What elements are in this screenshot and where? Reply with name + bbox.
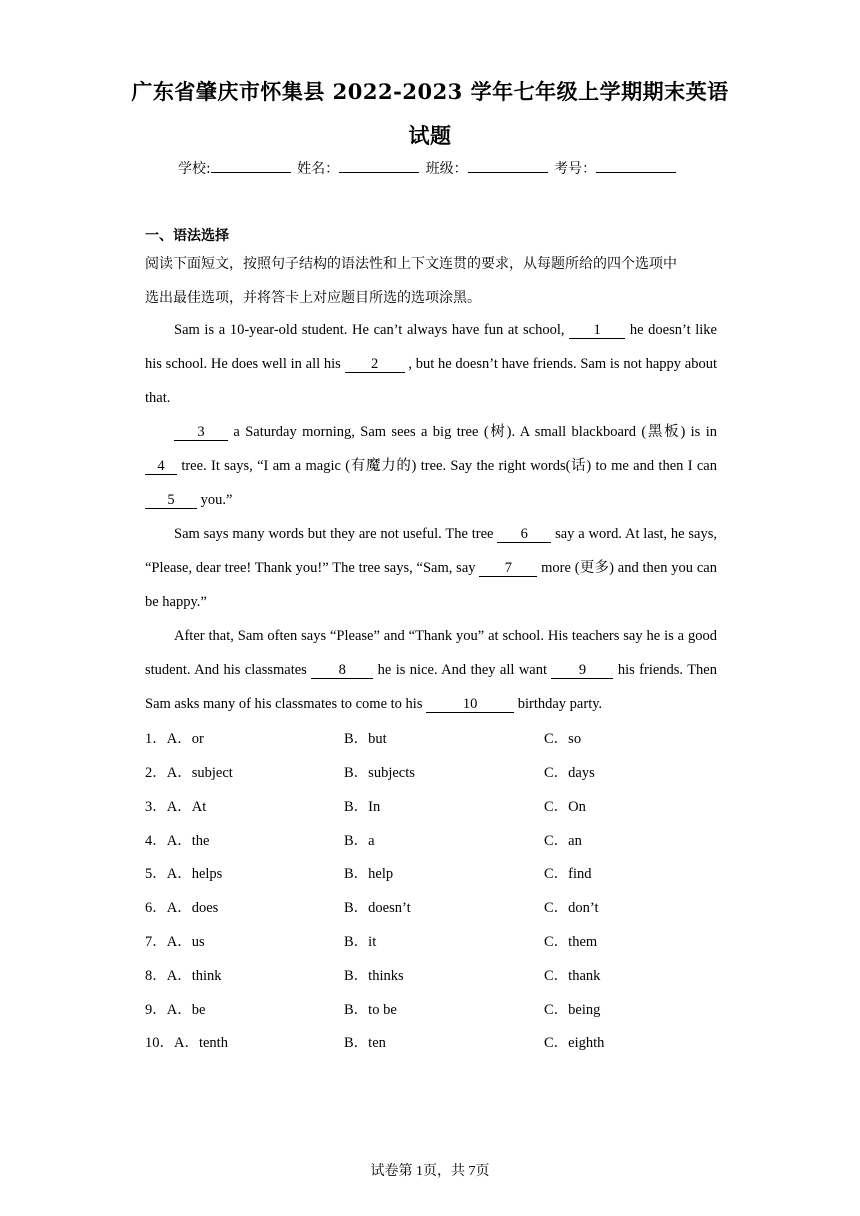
option-b[interactable]: B．but [344,731,387,747]
question-8-options [145,964,745,988]
option-a[interactable]: 8．A．think [145,968,222,984]
passage-text: he doesn’t like his school. He does well in all his [145,322,717,372]
option-b[interactable]: B．to be [344,1002,397,1018]
option-b[interactable]: B．help [344,866,394,882]
option-a[interactable]: 6．A．does [145,900,219,916]
option-c[interactable]: C．eighth [544,1035,605,1051]
option-c[interactable]: C．being [544,1002,601,1018]
class-label: 班级： [425,161,468,177]
blank-5: 5 [145,492,197,509]
passage-text: say a word. At last, he says, “Please, dear tree! Thank you!” The tree says, “Sam, say [145,526,717,576]
passage-text: birthday party. [514,696,603,712]
passage-text: After that, Sam often says “Please” and “Thank you” at school. His teachers say he is a good student. And his classmates [145,628,717,678]
question-1-options [145,727,745,751]
option-c[interactable]: C．don’t [544,900,599,916]
passage-text: Sam is a 10-year-old student. He can’t always have fun at school, [174,322,570,338]
question-9-options [145,998,745,1022]
question-2-options [145,761,745,785]
option-b[interactable]: B．doesn’t [344,900,411,916]
exam-number-blank[interactable] [596,158,676,173]
option-a[interactable]: 10．A．tenth [145,1035,228,1051]
option-a[interactable]: 2．A．subject [145,765,233,781]
passage-text: tree. It says, “I am a magic (有魔力的) tree. Say the right words(话) to me and then I can [177,458,717,474]
name-blank[interactable] [339,158,419,173]
option-a[interactable]: 4．A．the [145,833,210,849]
passage-text: , but he doesn’t have friends. Sam is not happy about that. [145,356,718,406]
question-6-options [145,896,745,920]
option-a[interactable]: 7．A．us [145,934,205,950]
blank-6: 6 [497,526,551,543]
blank-2: 2 [345,356,405,373]
exam-number-label: 考号： [554,161,597,177]
passage-paragraph-1 [145,313,717,415]
passage-text: Sam says many words but they are not useful. The tree [174,526,498,542]
blank-4: 4 [145,458,177,475]
passage-paragraph-2 [145,415,717,517]
option-c[interactable]: C．an [544,833,582,849]
option-c[interactable]: C．thank [544,968,601,984]
blank-9: 9 [551,662,613,679]
option-a[interactable]: 3．A．At [145,799,207,815]
section-instruction [145,247,717,315]
option-b[interactable]: B．thinks [344,968,404,984]
blank-8: 8 [311,662,373,679]
exam-title-line1: 广东省肇庆市怀集县 2022-2023 学年七年级上学期期末英语 [131,79,729,104]
blank-1: 1 [569,322,625,339]
section-heading: 一、语法选择 [145,228,229,244]
question-4-options [145,829,745,853]
class-blank[interactable] [468,158,548,173]
passage-text: you.” [197,492,233,508]
question-7-options [145,930,745,954]
option-c[interactable]: C．so [544,731,582,747]
option-c[interactable]: C．find [544,866,592,882]
passage-text: more (更多) and then you can be happy.” [145,560,717,610]
option-c[interactable]: C．them [544,934,598,950]
question-5-options [145,862,745,886]
passage-text: a Saturday morning, Sam sees a big tree (树). A small blackboard (黑板) is in [228,424,717,440]
reading-passage [145,313,717,721]
name-label: 姓名： [297,161,340,177]
option-b[interactable]: B．ten [344,1035,386,1051]
blank-10: 10 [426,696,514,713]
option-b[interactable]: B．a [344,833,375,849]
question-3-options [145,795,745,819]
option-a[interactable]: 9．A．be [145,1002,206,1018]
blank-3: 3 [174,424,228,441]
blank-7: 7 [479,560,537,577]
instruction-line-2: 选出最佳选项，并将答卡上对应题目所选的选项涂黑。 [145,290,481,306]
school-blank[interactable] [211,158,291,173]
option-c[interactable]: C．On [544,799,586,815]
option-b[interactable]: B．subjects [344,765,415,781]
option-a[interactable]: 5．A．helps [145,866,223,882]
passage-paragraph-3 [145,517,717,619]
option-b[interactable]: B．In [344,799,381,815]
question-10-options [145,1031,745,1055]
passage-text: his friends. Then Sam asks many of his classmates to come to his [145,662,717,712]
instruction-line-1: 阅读下面短文，按照句子结构的语法性和上下文连贯的要求，从每题所给的四个选项中 [145,256,677,272]
page-footer: 试卷第 1页，共 7页 [370,1164,490,1179]
option-c[interactable]: C．days [544,765,595,781]
option-a[interactable]: 1．A．or [145,731,204,747]
passage-paragraph-4 [145,619,717,721]
student-info-row [178,158,678,178]
passage-text: he is nice. And they all want [373,662,552,678]
option-b[interactable]: B．it [344,934,377,950]
exam-title-line2: 试题 [408,123,452,148]
school-label: 学校: [178,161,211,177]
